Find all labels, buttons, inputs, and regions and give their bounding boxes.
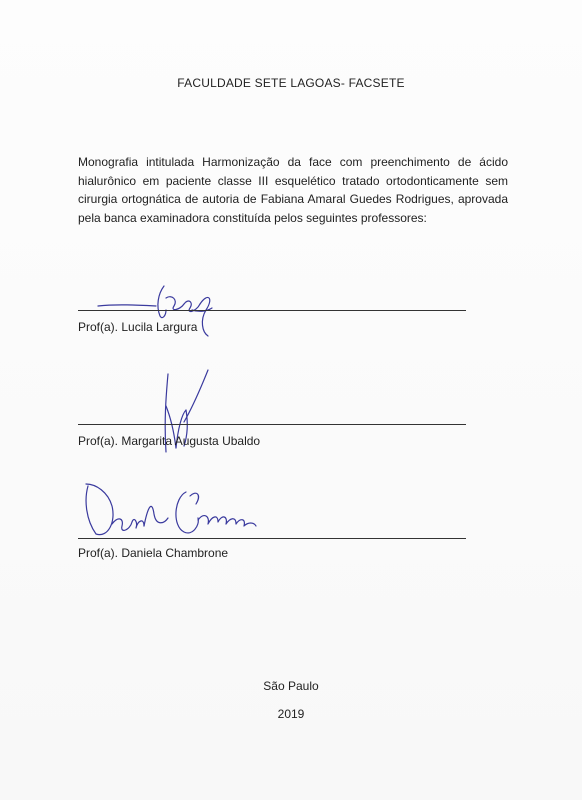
signature-line-2	[78, 424, 466, 425]
examiner-name-2: Prof(a). Margarita Augusta Ubaldo	[78, 434, 261, 448]
signature-line-1	[78, 310, 466, 311]
examiner-name-3: Prof(a). Daniela Chambrone	[78, 546, 229, 560]
signature-line-3	[78, 538, 466, 539]
handwritten-signature-3	[78, 476, 278, 540]
year-label: 2019	[277, 707, 305, 721]
approval-paragraph: Monografia intitulada Harmonização da face com preenchimento de ácido hialurônico em paciente classe III esquelético tratado ortodonticamente sem cirurgia ortognática de autoria de Fabiana Amaral Guedes Rodrigues, aprovada pela banca examinadora constituída pelos seguintes professores:	[78, 155, 508, 225]
city-label: São Paulo	[263, 679, 319, 693]
examiner-name-1: Prof(a). Lucila Largura	[78, 320, 198, 334]
institution-title: FACULDADE SETE LAGOAS- FACSETE	[177, 76, 405, 90]
